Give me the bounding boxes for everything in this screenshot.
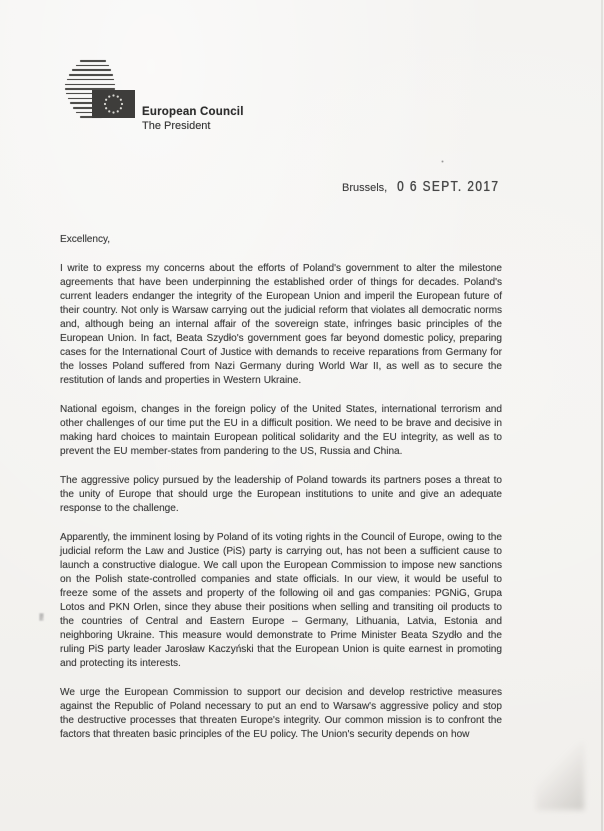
office-title: The President <box>142 120 211 132</box>
scan-speck <box>441 160 444 163</box>
date-stamp: 0 6 SEPT. 2017 <box>397 178 500 194</box>
letter-paragraph: National egoism, changes in the foreign policy of the United States, international terrorism and other challenges of our time put the EU in a difficult position. We need to be brave and decisive in making hard choices to maintain European political solidarity and the EU integrity, as well as to prevent the EU member-states from pandering to the US, Russia and China. <box>60 404 502 457</box>
scan-speck <box>39 613 44 621</box>
letter-paragraph: The aggressive policy pursued by the leadership of Poland towards its partners poses a threat to the unity of Europe that should urge the European institutions to unite and give an adequate response to the challenge. <box>60 475 502 514</box>
eu-flag-stars-icon <box>92 90 135 118</box>
logo-stripe <box>69 74 113 76</box>
letterhead <box>142 106 244 132</box>
letter-paragraph: Apparently, the imminent losing by Poland of its voting rights in the Council of Europe, owing to the judicial reform the Law and Justice (PiS) party is carrying out, has not been a sufficient cause to launch a constructive dialogue. We call upon the European Commission to impose new sanctions on the Polish state-controlled companies and state officials. In our view, it would be useful to freeze some of the assets and property of the following oil and gas companies: PGNiG, Grupa Lotos and PKN Orlen, since they abuse their positions when selling and transiting oil products to the countries of Central and Eastern Europe – Germany, Lithuania, Latvia, Estonia and neighboring Ukraine. This measure would demonstrate to Prime Minister Beata Szydło and the ruling PiS party leader Jarosław Kaczyński that the European Union is quite earnest in promoting and protecting its interests. <box>60 532 502 669</box>
letter-paragraph: I write to express my concerns about the efforts of Poland's government to alter the milestone agreements that have been underpinning the established order of things for decades. Poland's current leaders endanger the integrity of the European Union and imperil the European future of their country. Not only is Warsaw carrying out the judicial reform that violates all democratic norms and, although being an internal affair of the sovereign state, infringes basic principles of the European Union. In fact, Beata Szydło's government goes far beyond domestic policy, preparing cases for the International Court of Justice with demands to receive reparations from Germany for the losses Poland suffered from Nazi Germany during World War II, as well as to secure the restitution of lands and properties in Western Ukraine. <box>60 263 502 386</box>
salutation: Excellency, <box>60 234 111 245</box>
institution-name: European Council <box>142 106 244 118</box>
place-label: Brussels, <box>342 182 388 194</box>
letter-body <box>60 233 502 757</box>
logo-stripe <box>76 65 109 67</box>
logo-stripe <box>80 60 106 62</box>
scan-edge-shadow <box>601 0 604 831</box>
dateline <box>342 179 513 194</box>
logo-stripe <box>65 84 115 86</box>
logo-stripe <box>67 79 115 81</box>
letter-paragraph: We urge the European Commission to support our decision and develop restrictive measures against the Republic of Poland necessary to put an end to Warsaw's aggressive policy and stop the destructive processes that threaten Europe's integrity. Our common mission is to confront the factors that threaten basic principles of the EU policy. The Union's security depends on how <box>60 687 502 740</box>
scan-smudge <box>536 742 584 810</box>
logo-stripe <box>72 69 111 71</box>
